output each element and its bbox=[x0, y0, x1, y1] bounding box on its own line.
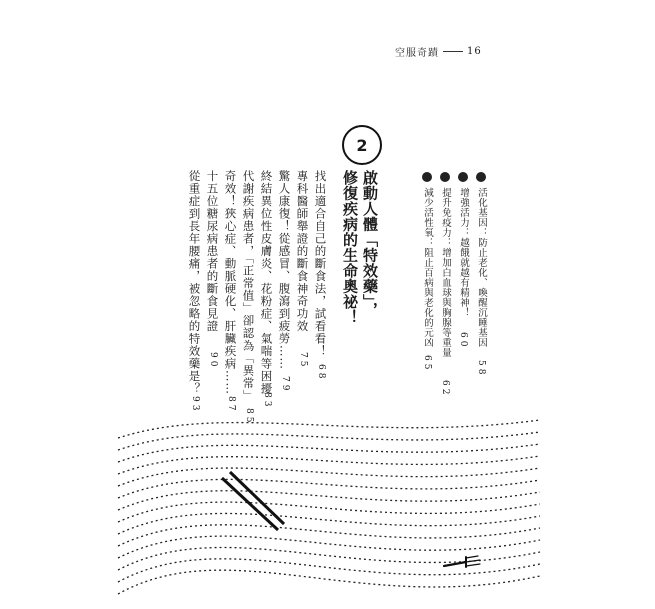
intro-item-page: 60 bbox=[458, 332, 468, 350]
toc-item-text: 驚人康復！從感冒、腹瀉到疲勞…… bbox=[277, 170, 292, 370]
wave-line bbox=[118, 536, 540, 558]
wave-line bbox=[118, 502, 540, 522]
wave-line bbox=[118, 547, 540, 570]
toc-item-text: 代謝疾病患者，「正常值」卻認為「異常」 bbox=[241, 170, 256, 402]
wave-line bbox=[118, 513, 540, 534]
toc-item-page: 93 bbox=[190, 396, 200, 414]
chapter-title-line-1: 啟動人體「特效藥」， bbox=[361, 170, 379, 318]
toc-item-page: 83 bbox=[262, 392, 272, 410]
wave-lines bbox=[118, 420, 540, 594]
toc-item-page: 90 bbox=[208, 352, 218, 370]
wave-line bbox=[118, 559, 540, 582]
wave-line bbox=[118, 570, 540, 594]
intro-item-text: 提升免疫力：增加白血球與胸腺等重量 bbox=[440, 187, 451, 358]
toc-item-page: 75 bbox=[298, 352, 308, 370]
chapter-number: 2 bbox=[356, 135, 368, 155]
toc-item-page: 79 bbox=[280, 376, 290, 394]
toc-item-text: 十五位糖尿病患者的斷食見證 bbox=[205, 170, 220, 333]
toc-item-page: 87 bbox=[226, 396, 236, 414]
wave-line bbox=[118, 479, 540, 498]
intro-item-text: 活化基因：防止老化、喚醒沉睡基因 bbox=[476, 187, 487, 348]
toc-item-page: 85 bbox=[244, 408, 254, 426]
chopsticks-icon bbox=[222, 472, 284, 530]
toc-item-text: 找出適合自己的斷食法，試看看！ bbox=[313, 170, 328, 358]
chapter-title-line-2: 修復疾病的生命奧祕！ bbox=[341, 170, 359, 325]
wave-line bbox=[118, 491, 540, 510]
wave-line bbox=[118, 468, 540, 486]
toc-item-text: 專科醫師舉證的斷食神奇功效 bbox=[295, 170, 310, 333]
wave-line bbox=[118, 525, 540, 546]
toc-item-page: 68 bbox=[316, 364, 326, 382]
running-title: 空服奇蹟 bbox=[395, 48, 439, 59]
toc-item-text: 從重症到長年腰痛，被忽略的特效藥是？ bbox=[187, 170, 202, 395]
toc-item-text: 終結異位性皮膚炎、花粉症、氣喘等困擾 bbox=[259, 170, 274, 395]
intro-item-page: 62 bbox=[440, 380, 450, 398]
intro-item-text: 減少活性氧：阻止百病與老化的元凶 bbox=[422, 187, 433, 348]
toc-item-text: 奇效！狹心症、動脈硬化、肝臟疾病…… bbox=[223, 170, 238, 395]
page-number: 16 bbox=[467, 46, 482, 57]
intro-item-page: 65 bbox=[422, 355, 432, 373]
intro-item-page: 58 bbox=[476, 360, 486, 378]
intro-item-text: 增強活力：越餓就越有精神！ bbox=[458, 187, 469, 318]
wave-line bbox=[118, 420, 540, 438]
wave-line bbox=[118, 456, 540, 474]
